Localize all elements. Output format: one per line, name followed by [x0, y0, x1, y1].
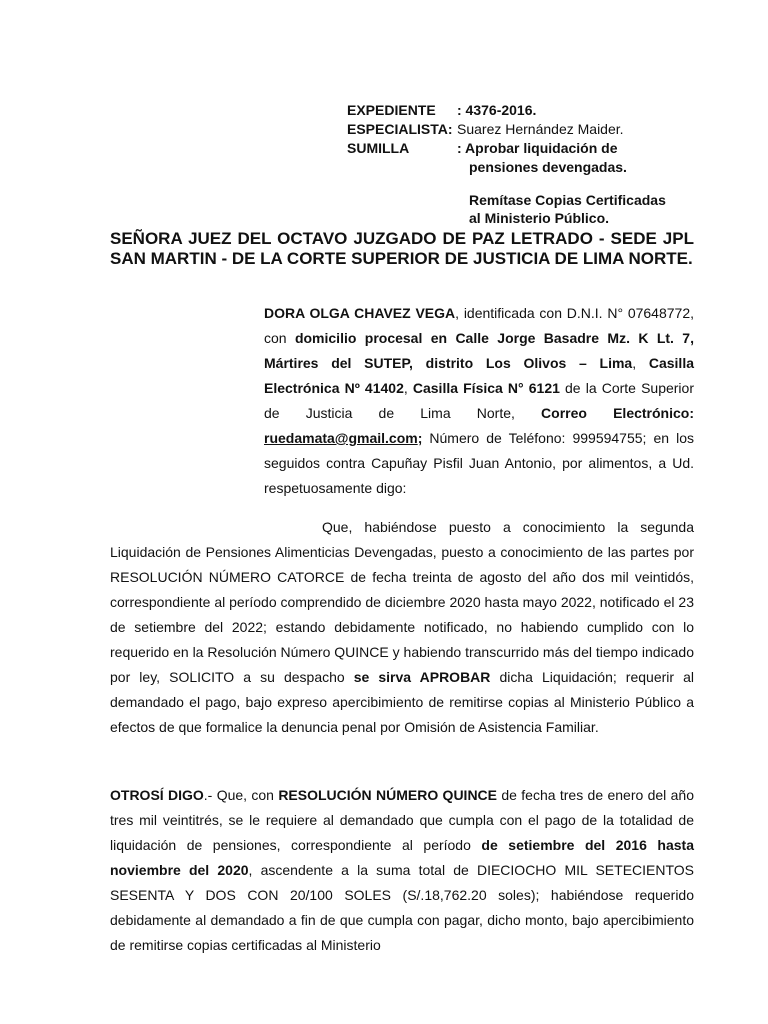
otrosi-text-1: de fecha tres de enero del año tres mil veintitrés, se le requiere al demandado que cumpla con el pago de la totalidad de liquidación de pensiones, correspondiente al período [110, 787, 694, 853]
party-text-3: , [403, 380, 413, 396]
party-text-1: , identificada con D.N.I. N° 07648772, con [264, 305, 694, 346]
party-text-4: de la Corte Superior de Justicia de Lima Norte, [264, 380, 694, 421]
expediente-value: : 4376-2016. [457, 102, 537, 118]
remit-line2: al Ministerio Público. [469, 210, 610, 226]
party-text-5: Número de Teléfono: 999594755; en los seguidos contra Capuñay Pisfil Juan Antonio, por alimentos, a Ud. respetuosamente digo: [264, 430, 694, 496]
especialista-row [347, 120, 666, 139]
party-email-link[interactable]: ruedamata@gmail.com [264, 430, 418, 446]
sumilla-line2: pensiones devengadas. [469, 159, 627, 175]
party-casilla-fisica: Casilla Física N° 6121 [412, 380, 560, 396]
remit-note [347, 191, 666, 227]
party-semicolon: ; [417, 430, 423, 446]
party-name: DORA OLGA CHAVEZ VEGA [264, 305, 456, 321]
addressee-heading: SEÑORA JUEZ DEL OCTAVO JUZGADO DE PAZ LETRADO - SEDE JPL SAN MARTIN - DE LA CORTE SUPERIOR DE JUSTICIA DE LIMA NORTE. [110, 229, 694, 268]
otrosi-paragraph [110, 783, 694, 958]
case-header [347, 101, 666, 227]
expediente-label: EXPEDIENTE [347, 102, 436, 118]
otrosi-heading: OTROSÍ DIGO [110, 787, 204, 803]
especialista-value: Suarez Hernández Maider. [457, 121, 624, 137]
otrosi-periodo: de setiembre del 2016 hasta noviembre del 2020 [110, 837, 694, 878]
main-bold-request: se sirva APROBAR [353, 669, 491, 685]
otrosi-text-0: .- Que, con [203, 787, 279, 803]
party-paragraph [264, 301, 694, 501]
sumilla-line1: : Aprobar liquidación de [457, 140, 618, 156]
expediente-row [347, 101, 666, 120]
party-domicilio: domicilio procesal en Calle Jorge Basadre Mz. K Lt. 7, Mártires del SUTEP, distrito Los Olivos – Lima [264, 330, 694, 371]
remit-line1: Remítase Copias Certificadas [469, 192, 666, 208]
party-text-2: , [632, 355, 649, 371]
sumilla-label: SUMILLA [347, 140, 410, 156]
party-correo-label: Correo Electrónico: [541, 405, 694, 421]
main-text-1: Que, habiéndose puesto a conocimiento la segunda Liquidación de Pensiones Alimenticias Devengadas, puesto a conocimiento de las partes por RESOLUCIÓN NÚMERO CATORCE de fecha treinta de agosto del año dos mil veintidós, correspondiente al período comprendido de diciembre 2020 hasta mayo 2022, notificado el 23 de setiembre del 2022; estando debidamente notificado, no habiendo cumplido con lo requerido en la Resolución Número QUINCE y habiendo transcurrido más del tiempo indicado por ley, SOLICITO a su despacho [110, 519, 694, 685]
otrosi-text-2: , ascendente a la suma total de DIECIOCHO MIL SETECIENTOS SESENTA Y DOS CON 20/100 SOLES (S/.18,762.20 soles); habiéndose requerido debidamente al demandado a fin de que cumpla con pagar, dicho monto, bajo apercibimiento de remitirse copias certificadas al Ministerio [110, 862, 695, 953]
main-text-2: dicha Liquidación; requerir al demandado el pago, bajo expreso apercibimiento de remitirse copias al Ministerio Público a efectos de que formalice la denuncia penal por Omisión de Asistencia Familiar. [110, 669, 695, 735]
especialista-label: ESPECIALISTA: [347, 121, 453, 137]
otrosi-resolucion: RESOLUCIÓN NÚMERO QUINCE [278, 787, 498, 803]
main-paragraph [110, 515, 694, 740]
sumilla-row [347, 139, 666, 158]
party-casilla-electronica: Casilla Electrónica Nº 41402 [264, 355, 694, 396]
